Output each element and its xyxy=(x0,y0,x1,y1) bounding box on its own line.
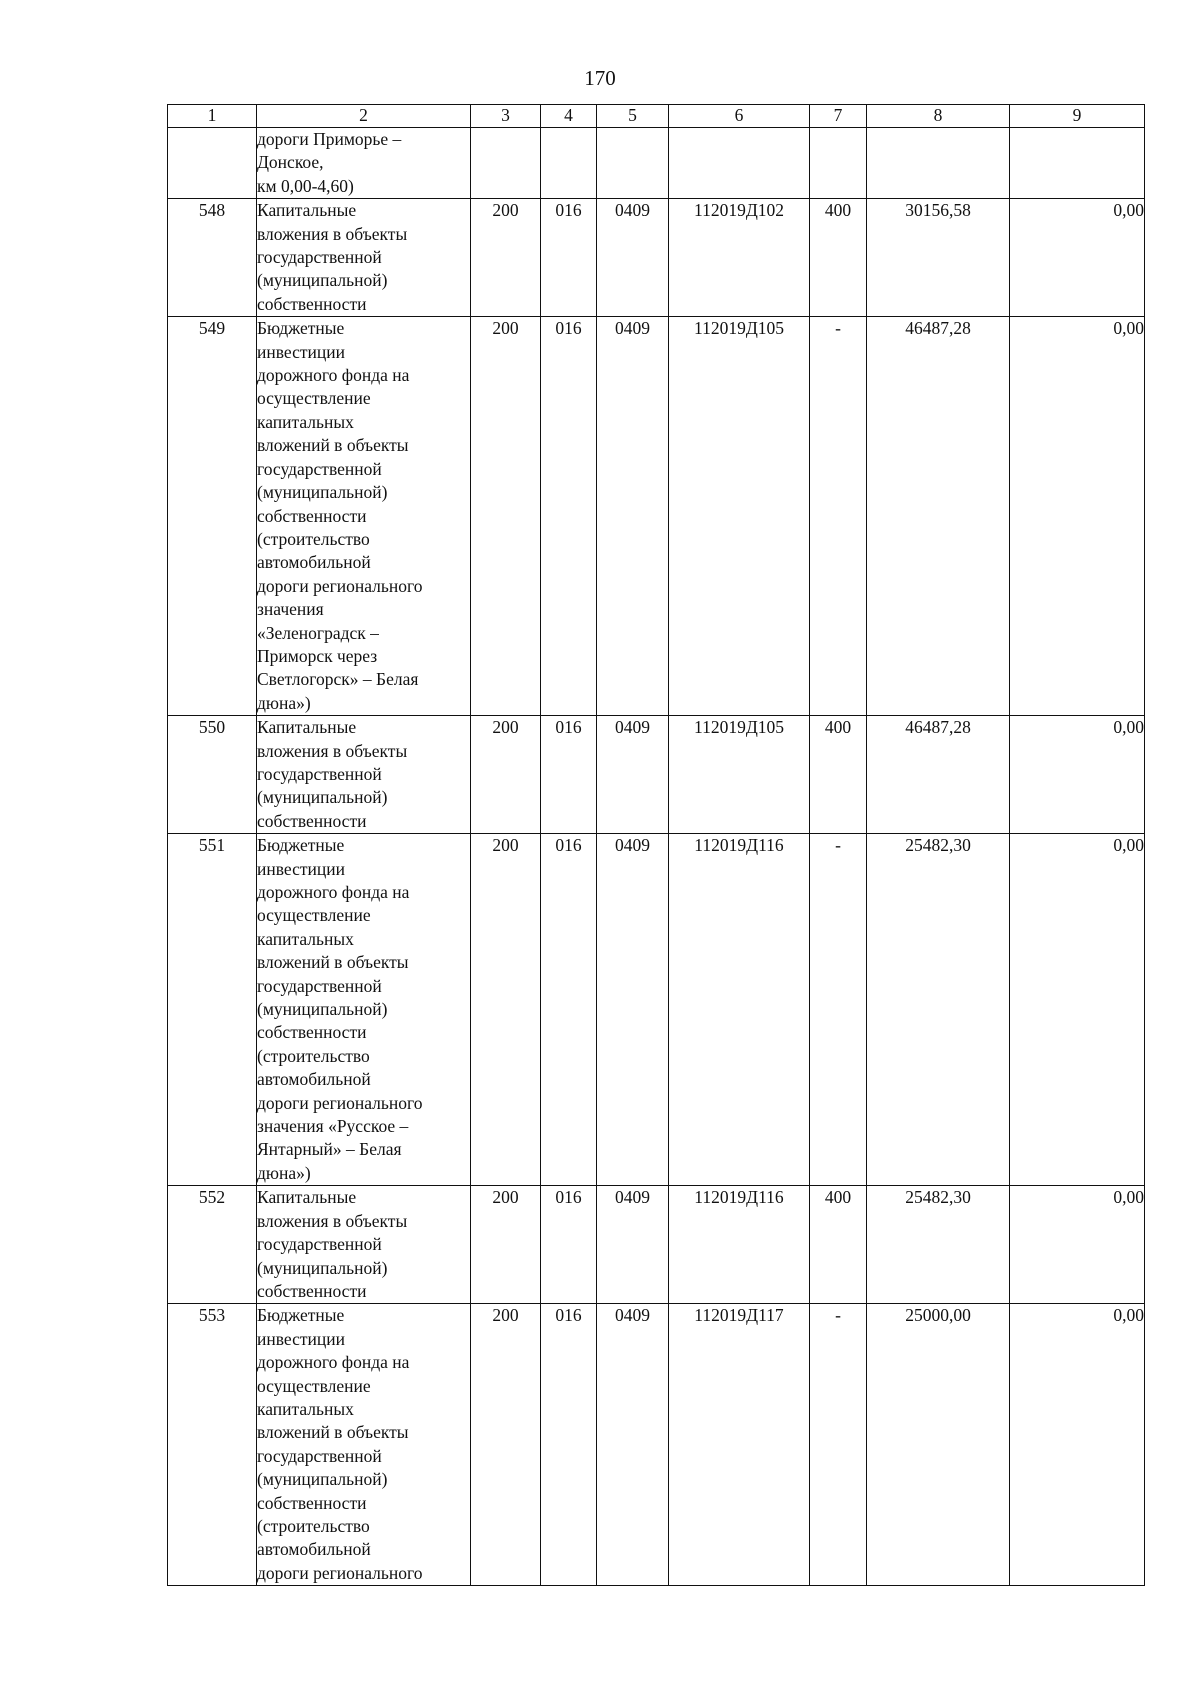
row-description: Бюджетные инвестиции дорожного фонда на осуществление капитальных вложений в объекты государственной (муниципальной) собственности (строительство автомобильной дороги регионального значения «Русское – Янтарный» – Белая дюна») xyxy=(257,834,471,1186)
cell-col8: 25482,30 xyxy=(867,834,1010,1186)
cell-col7: 400 xyxy=(810,716,867,834)
column-header: 5 xyxy=(597,105,669,128)
table-row xyxy=(168,716,1145,834)
cell-col4 xyxy=(541,128,597,199)
column-header: 4 xyxy=(541,105,597,128)
cell-col8 xyxy=(867,128,1010,199)
row-number: 548 xyxy=(168,199,257,317)
column-header: 7 xyxy=(810,105,867,128)
cell-col6 xyxy=(669,128,810,199)
budget-table xyxy=(167,104,1145,1586)
cell-col5: 0409 xyxy=(597,317,669,716)
row-description: Бюджетные инвестиции дорожного фонда на осуществление капитальных вложений в объекты государственной (муниципальной) собственности (строительство автомобильной дороги регионального значения «Зеленоградск – Приморск через Светлогорск» – Белая дюна») xyxy=(257,317,471,716)
cell-col3 xyxy=(471,128,541,199)
cell-col8: 30156,58 xyxy=(867,199,1010,317)
cell-col7: - xyxy=(810,834,867,1186)
column-header: 1 xyxy=(168,105,257,128)
cell-col8: 25482,30 xyxy=(867,1186,1010,1304)
cell-col4: 016 xyxy=(541,834,597,1186)
row-description: дороги Приморье – Донское, км 0,00-4,60) xyxy=(257,128,471,199)
cell-col9: 0,00 xyxy=(1010,716,1145,834)
table-row xyxy=(168,128,1145,199)
cell-col3: 200 xyxy=(471,716,541,834)
cell-col5: 0409 xyxy=(597,1304,669,1586)
cell-col7 xyxy=(810,128,867,199)
cell-col8: 46487,28 xyxy=(867,716,1010,834)
row-number: 552 xyxy=(168,1186,257,1304)
header-row xyxy=(168,105,1145,128)
cell-col9: 0,00 xyxy=(1010,834,1145,1186)
row-number: 551 xyxy=(168,834,257,1186)
table-row xyxy=(168,317,1145,716)
cell-col4: 016 xyxy=(541,1186,597,1304)
cell-col6: 112019Д116 xyxy=(669,1186,810,1304)
cell-col5 xyxy=(597,128,669,199)
row-number: 553 xyxy=(168,1304,257,1586)
cell-col9 xyxy=(1010,128,1145,199)
cell-col6: 112019Д102 xyxy=(669,199,810,317)
page-number: 170 xyxy=(584,66,616,90)
cell-col6: 112019Д117 xyxy=(669,1304,810,1586)
row-description: Капитальные вложения в объекты государственной (муниципальной) собственности xyxy=(257,716,471,834)
cell-col6: 112019Д116 xyxy=(669,834,810,1186)
table-row xyxy=(168,1186,1145,1304)
cell-col6: 112019Д105 xyxy=(669,716,810,834)
cell-col4: 016 xyxy=(541,317,597,716)
cell-col9: 0,00 xyxy=(1010,199,1145,317)
cell-col4: 016 xyxy=(541,716,597,834)
cell-col7: 400 xyxy=(810,1186,867,1304)
column-header: 6 xyxy=(669,105,810,128)
cell-col9: 0,00 xyxy=(1010,1186,1145,1304)
column-header: 8 xyxy=(867,105,1010,128)
cell-col6: 112019Д105 xyxy=(669,317,810,716)
row-description: Бюджетные инвестиции дорожного фонда на осуществление капитальных вложений в объекты государственной (муниципальной) собственности (строительство автомобильной дороги регионального xyxy=(257,1304,471,1586)
cell-col7: - xyxy=(810,317,867,716)
table-row xyxy=(168,1304,1145,1586)
cell-col5: 0409 xyxy=(597,199,669,317)
cell-col5: 0409 xyxy=(597,1186,669,1304)
cell-col4: 016 xyxy=(541,199,597,317)
column-header: 9 xyxy=(1010,105,1145,128)
cell-col5: 0409 xyxy=(597,716,669,834)
row-number: 550 xyxy=(168,716,257,834)
row-number xyxy=(168,128,257,199)
column-header: 3 xyxy=(471,105,541,128)
cell-col3: 200 xyxy=(471,317,541,716)
cell-col4: 016 xyxy=(541,1304,597,1586)
cell-col3: 200 xyxy=(471,1304,541,1586)
cell-col3: 200 xyxy=(471,199,541,317)
table-row xyxy=(168,834,1145,1186)
cell-col9: 0,00 xyxy=(1010,317,1145,716)
column-header: 2 xyxy=(257,105,471,128)
cell-col8: 25000,00 xyxy=(867,1304,1010,1586)
cell-col3: 200 xyxy=(471,1186,541,1304)
table-row xyxy=(168,199,1145,317)
row-number: 549 xyxy=(168,317,257,716)
cell-col7: 400 xyxy=(810,199,867,317)
cell-col7: - xyxy=(810,1304,867,1586)
row-description: Капитальные вложения в объекты государственной (муниципальной) собственности xyxy=(257,199,471,317)
cell-col8: 46487,28 xyxy=(867,317,1010,716)
cell-col3: 200 xyxy=(471,834,541,1186)
cell-col5: 0409 xyxy=(597,834,669,1186)
row-description: Капитальные вложения в объекты государственной (муниципальной) собственности xyxy=(257,1186,471,1304)
cell-col9: 0,00 xyxy=(1010,1304,1145,1586)
